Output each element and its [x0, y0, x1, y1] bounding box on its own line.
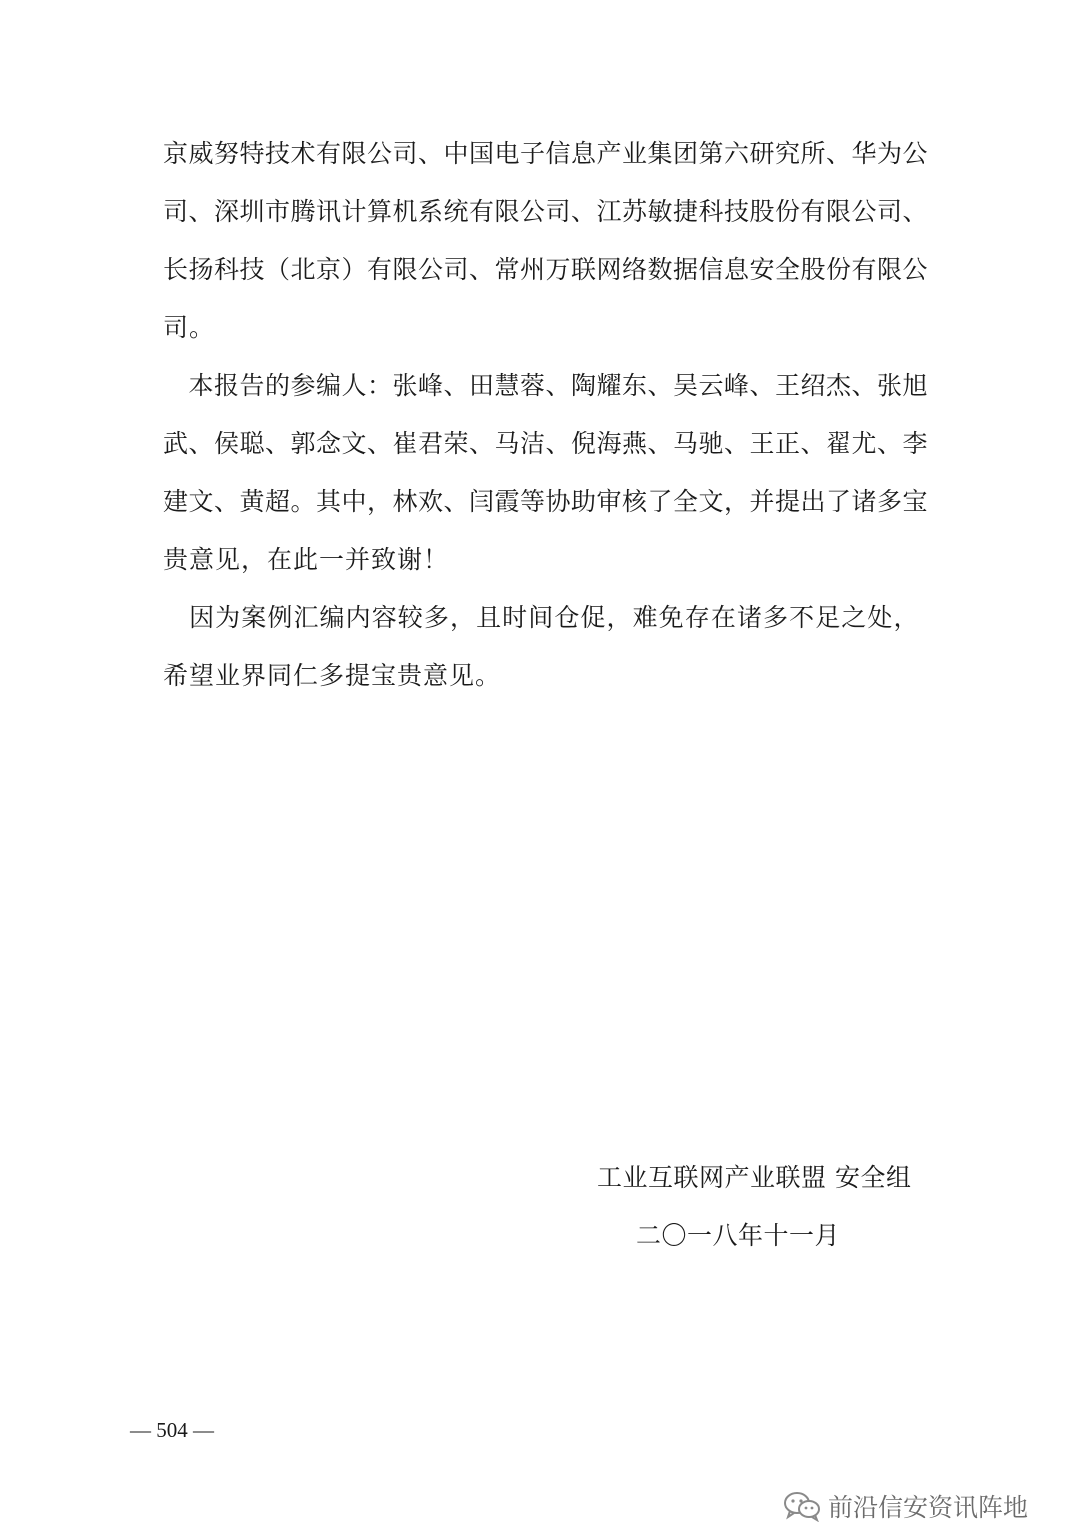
watermark — [782, 1488, 1028, 1524]
signature: 工业互联网产业联盟 安全组 — [597, 1163, 912, 1192]
text-line: 长扬科技（北京）有限公司、常州万联网络数据信息安全股份有限公 — [163, 255, 929, 284]
watermark-text: 前沿信安资讯阵地 — [828, 1493, 1029, 1522]
text-line: 建文、黄超。其中，林欢、闫霞等协助审核了全文，并提出了诸多宝 — [163, 487, 929, 516]
text-line: 京威努特技术有限公司、中国电子信息产业集团第六研究所、华为公 — [163, 139, 929, 168]
text-line: 希望业界同仁多提宝贵意见。 — [163, 661, 502, 690]
body-text — [163, 136, 929, 716]
page-number: — 504 — — [130, 1418, 214, 1442]
text-line: 贵意见，在此一并致谢！ — [163, 545, 450, 574]
signature-date: 二〇一八年十一月 — [636, 1221, 841, 1250]
text-line: 因为案例汇编内容较多，且时间仓促，难免存在诸多不足之处， — [163, 603, 919, 632]
text-line: 司。 — [163, 313, 216, 342]
text-line: 武、侯聪、郭念文、崔君荣、马洁、倪海燕、马驰、王正、翟尤、李 — [163, 429, 929, 458]
wechat-icon — [782, 1490, 822, 1522]
text-line: 司、深圳市腾讯计算机系统有限公司、江苏敏捷科技股份有限公司、 — [163, 197, 929, 226]
text-line: 本报告的参编人：张峰、田慧蓉、陶耀东、吴云峰、王绍杰、张旭 — [163, 371, 929, 400]
